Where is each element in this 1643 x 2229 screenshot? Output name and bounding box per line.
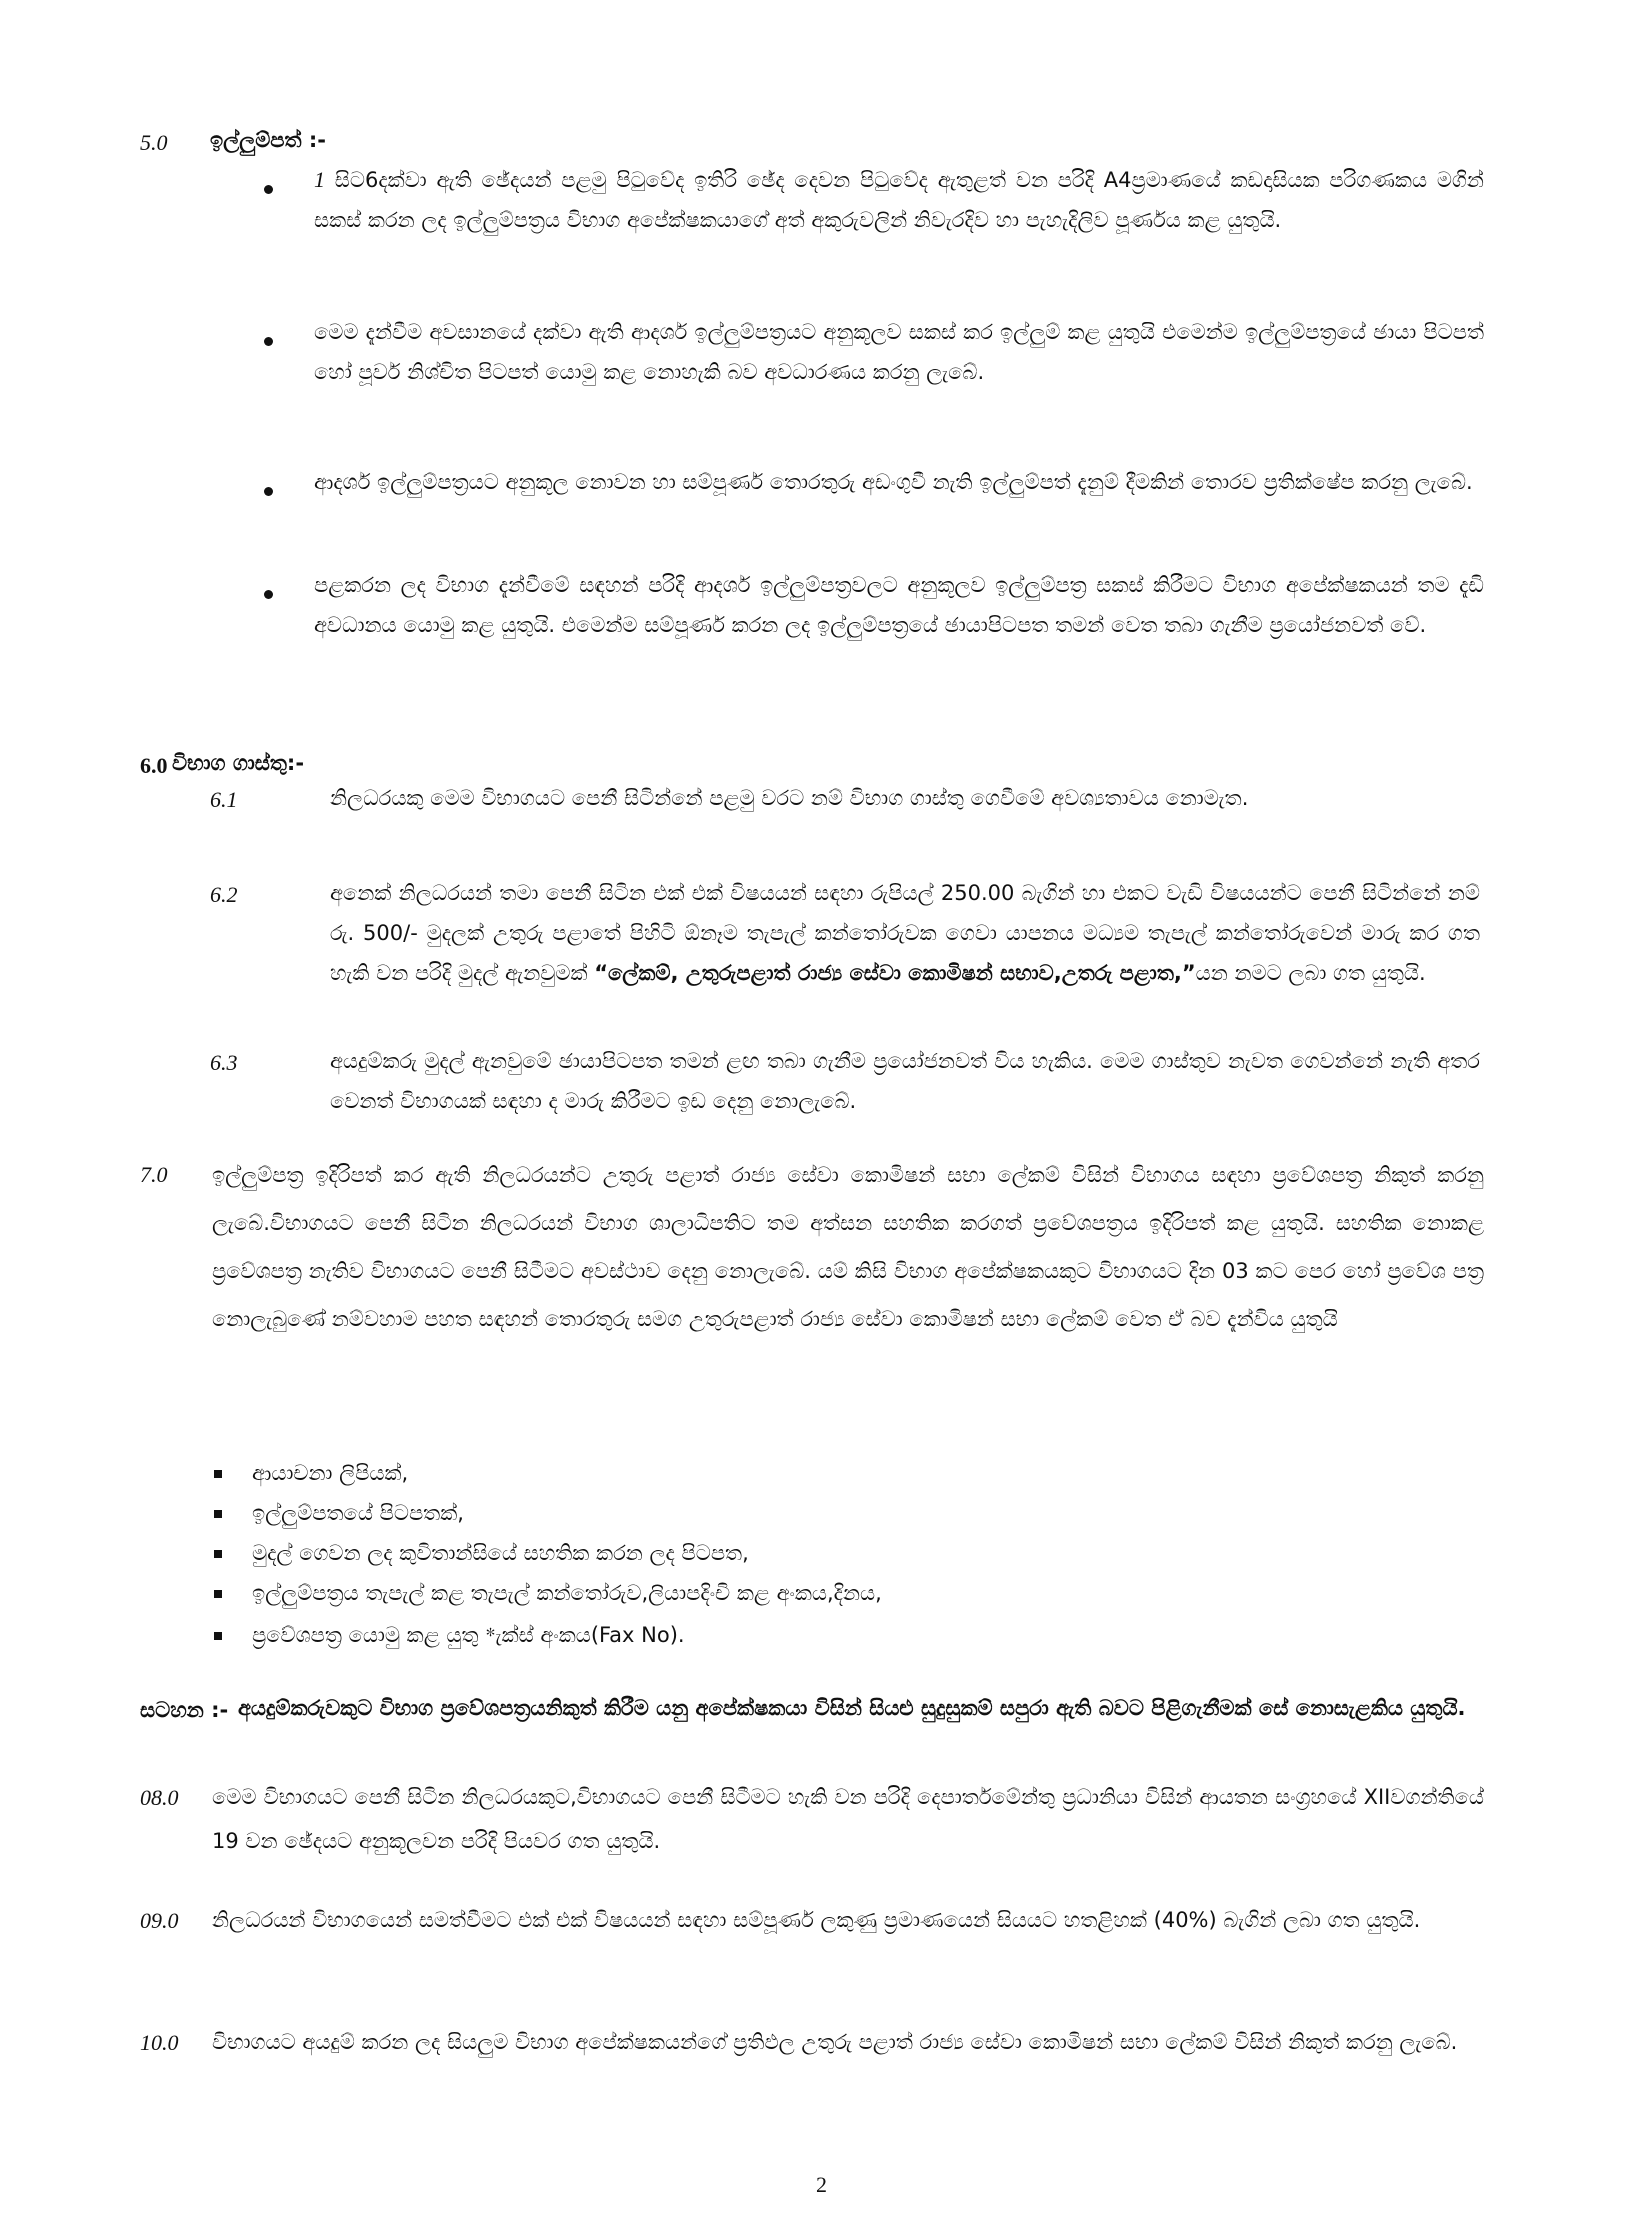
section-7-number: 7.0: [140, 1162, 168, 1187]
bullet-1-number: 1: [314, 167, 325, 192]
section-7-text: ඉල්ලුම්පත්‍ර ඉදිරිපත් කර ඇති නිලධරයන්ට උතුරු පළාත් රාජ්‍ය සේවා කොමිෂන් සභා ලේකම් විසින් විභාගය සඳහා ප්‍රවේශපත්‍ර නිකුත් කරනු ලැබේ.විභාගයට පෙනී සිටින නිලධරයන් විභාග ශාලාධිපතිට තම අත්සන සහතික කරගත් ප්‍රවේශපත්‍රය ඉදිරිපත් කළ යුතුයි. සහතික නොකළ ප්‍රවේශපත්‍ර නැතිව විභාගයට පෙනී සිටීමට අවස්ථාව දෙනු නොලැබේ. යම් කිසි විභාග අපේක්ෂකයකුට විභාගයට දින 03 කට පෙර හෝ ප්‍රවේශ පත්‍ර නොලැබුණේ නම්වහාම පහත සඳහන් තොරතුරු සමග උතුරුපළාත් රාජ්‍ය සේවා කොමිෂන් සභා ලේකම් වෙත ඒ බව දැන්විය යුතුයි: [212, 1163, 1484, 1331]
section-6-1-number: 6.1: [210, 787, 238, 812]
bullet-dot: [264, 337, 273, 346]
bullet-square: [214, 1550, 222, 1558]
section-10-number: 10.0: [140, 2030, 179, 2055]
section-6-2-main: අනෙක් නිලධරයන් තමා පෙනී සිටින එක් එක් විෂයයන් සඳහා රුපියල් 250.00 බැගින් හා එකට වැඩි විෂයයන්ට පෙනී සිටින්නේ නම් රු. 500/- මුදලක් උතුරු පළාතේ පිහිටි ඕනෑම තැපැල් කන්තෝරුවක ගෙවා යාපනය මධ්‍යම තැපැල් කන්තෝරුවෙන් මාරු කර ගත හැකි වන පරිදි මුදල් ඇනවුමක්: [330, 881, 1480, 985]
list-item-1: ආයාචනා ලිපියක්,: [252, 1461, 409, 1485]
section-6-2-tail: යන නමට ලබා ගත යුතුයි.: [1195, 961, 1426, 985]
section-6-3-number: 6.3: [210, 1050, 238, 1075]
list-item-2: ඉල්ලුම්පතයේ පිටපතක්,: [252, 1501, 464, 1525]
bullet-square: [214, 1470, 222, 1478]
payee-name: “ලේකම්, උතුරුපළාත් රාජ්‍ය සේවා කොමිෂන් සභාව,උතරු පළාත,”: [594, 961, 1196, 985]
section-5-bullet-1: [314, 160, 1484, 240]
section-5-number: 5.0: [140, 130, 168, 155]
section-6-2-number: 6.2: [210, 882, 238, 907]
bullet-square: [214, 1590, 222, 1598]
bullet-square: [214, 1510, 222, 1518]
bullet-dot: [264, 185, 273, 194]
section-10-text: විභාගයට අයදුම් කරන ලද සියලුම විභාග අපේක්ෂකයන්ගේ ප්‍රතිඵල උතුරු පළාත් රාජ්‍ය සේවා කොමිෂන් සභා ලේකම් විසින් නිකුත් කරනු ලැබේ.: [212, 2030, 1458, 2054]
bullet-dot: [264, 487, 273, 496]
note-label: සටහන :-: [140, 1698, 229, 1722]
section-5-title: ඉල්ලුම්පත් :-: [210, 128, 326, 152]
section-6-number: 6.0: [140, 753, 168, 778]
bullet-dot: [264, 590, 273, 599]
page-number: 2: [816, 2172, 827, 2197]
section-5-bullet-4: පළකරන ලද විභාග දැන්වීමේ සඳහන් පරිදි ආදර්ශ ඉල්ලුම්පත්‍රවලට අනුකූලව ඉල්ලුම්පත්‍ර සකස් කිරීමට විභාග අපේක්ෂකයන් තම දැඩි අවධානය යොමු කළ යුතුයි. එමෙන්ම සම්පූර්ණ කරන ලද ඉල්ලුම්පත්‍රයේ ඡායාපිටපත තමන් වෙත තබා ගැනීම ප්‍රයෝජනවත් වේ.: [314, 573, 1484, 637]
bullet-1-text: සිට6දක්වා ඇති ඡේදයන් පළමු පිටුවේද ඉතිරි ඡේද දෙවන පිටුවේද ඇතුළත් වන පරිදි A4ප්‍රමාණයේ කඩදාසියක පරිගණකය මගින් සකස් කරන ලද ඉල්ලුම්පත්‍රය විභාග අපේක්ෂකයාගේ අත් අකුරුවලින් නිවැරදිව හා පැහැදිලිව පූර්ණය කළ යුතුයි.: [314, 168, 1484, 232]
section-6-2-text: [330, 873, 1480, 993]
section-6-title: විභාග ගාස්තු:-: [172, 751, 305, 775]
section-8-text: මෙම විභාගයට පෙනී සිටින නිලධරයකුට,විභාගයට පෙනී සිටීමට හැකි වන පරිදි දෙපාර්තමේන්තු ප්‍රධානියා විසින් ආයතන සංග්‍රහයේ XIIවගන්තියේ 19 වන ඡේදයට අනුකූලවන පරිදි පියවර ගත යුතුයි.: [212, 1785, 1484, 1853]
section-9-text: නිලධරයන් විභාගයෙන් සමත්වීමට එක් එක් විෂයයන් සඳහා සම්පූර්ණ ලකුණු ප්‍රමාණයෙන් සියයට හතළිහක් (40%) බැගින් ලබා ගත යුතුයි.: [212, 1908, 1421, 1932]
section-5-bullet-3: ආදර්ශ ඉල්ලුම්පත්‍රයට අනුකූල නොවන හා සම්පූර්ණ තොරතුරු අඩංගුවී නැති ඉල්ලුම්පත් දැනුම් දීමකින් තොරව ප්‍රතික්ෂේප කරනු ලැබේ.: [314, 470, 1473, 494]
section-8-number: 08.0: [140, 1785, 179, 1810]
list-item-5: ප්‍රවේශපත්‍ර යොමු කළ යුතු *ැක්ස් අංකය(Fax No).: [252, 1623, 685, 1647]
section-6-1-text: නිලධරයකු මෙම විභාගයට පෙනී සිටින්නේ පළමු වරට නම් විභාග ගාස්තු ගෙවීමේ අවශ්‍යතාවය නොමැත.: [330, 786, 1249, 810]
list-item-3: මුදල් ගෙවන ලද කුවිතාන්සියේ සහතික කරන ලද පිටපත,: [252, 1541, 749, 1565]
section-5-bullet-2: මෙම දැන්වීම අවසානයේ දක්වා ඇති ආදර්ශ ඉල්ලුම්පත්‍රයට අනුකූලව සකස් කර ඉල්ලුම් කළ යුතුයි එමෙන්ම ඉල්ලුම්පත්‍රයේ ඡායා පිටපත් හෝ පූර්ව නිශ්චිත පිටපත් යොමු කළ නොහැකි බව අවධාරණය කරනු ලැබේ.: [314, 320, 1484, 384]
section-9-number: 09.0: [140, 1908, 179, 1933]
list-item-4: ඉල්ලුම්පත්‍රය තැපැල් කළ තැපැල් කන්තෝරුව,ලියාපදිංචි කළ අංකය,දිනය,: [252, 1581, 882, 1605]
note-text: අයදුම්කරුවකුට විභාග ප්‍රවේශපත්‍රයනිකුත් කිරීම යනු අපේක්ෂකයා විසින් සියළු සුදුසුකම් සපුරා ඇති බවට පිළිගැනීමක් සේ නොසැළකිය යුතුයි.: [238, 1696, 1466, 1720]
section-6-3-text: අයදුම්කරු මුදල් ඇනවුමේ ඡායාපිටපත තමන් ළඟ තබා ගැනීම ප්‍රයෝජනවත් විය හැකිය. මෙම ගාස්තුව නැවත ගෙවන්නේ නැති අතර වෙනත් විභාගයක් සඳහා ද මාරු කිරීමට ඉඩ දෙනු නොලැබේ.: [330, 1049, 1480, 1113]
bullet-square: [214, 1632, 222, 1640]
